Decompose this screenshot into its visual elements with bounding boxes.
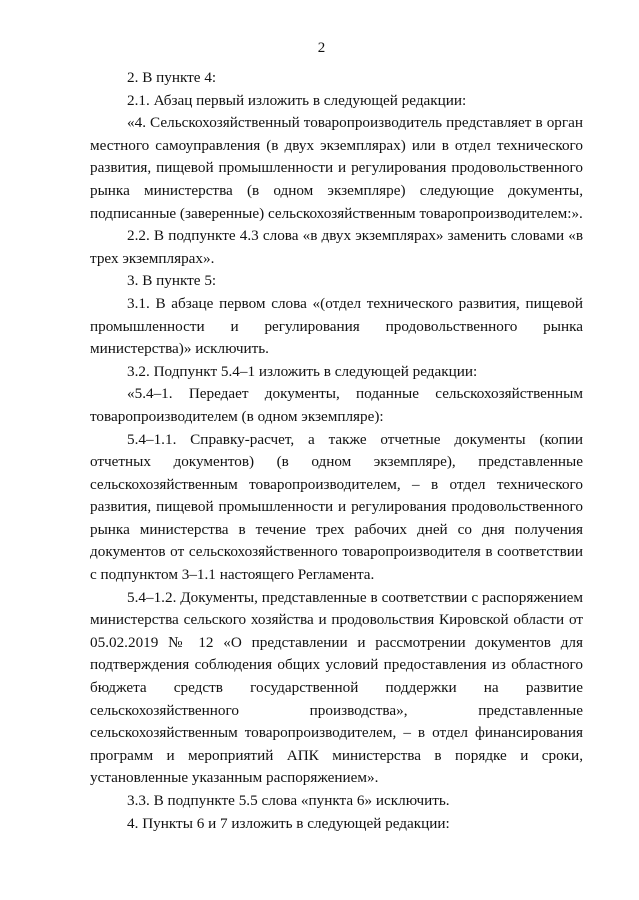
paragraph-item-4-text: «4. Сельскохозяйственный товаропроизводитель представляет в орган местного самоуправления (в двух экземплярах) или в отдел технического развития, пищевой промышленности и регулирования продовольственного рынка министерства (в одном экземпляре) следующие документы, подписанные (заверенные) сельскохозяйственным товаропроизводителем:».: [90, 114, 583, 222]
paragraph-5-4-1-2: 5.4–1.2. Документы, представленные в соответствии с распоряжением министерства сельского хозяйства и продовольствия Кировской области от 05.02.2019 № 12 «О представлении и рассмотрении документов для подтверждения соблюдения общих условий предоставления из областного бюджета средств государственной поддержки на развитие сельскохозяйственного производства», представленные сельскохозяйственным товаропроизводителем, – в отдел финансирования программ и мероприятий АПК министерства в порядке и сроки, установленные указанным распоряжением».: [90, 588, 583, 787]
paragraph-5-4-1: «5.4–1. Передает документы, поданные сельскохозяйственным товаропроизводителем (в одном экземпляре):: [90, 385, 583, 425]
page-number: 2: [317, 40, 326, 56]
paragraph-2-1: 2.1. Абзац первый изложить в следующей редакции:: [127, 91, 467, 109]
paragraph-2-2: 2.2. В подпункте 4.3 слова «в двух экземплярах» заменить словами «в трех экземплярах».: [90, 227, 583, 267]
paragraph-item-5-heading: 3. В пункте 5:: [127, 272, 217, 290]
paragraph-5-4-1-1: 5.4–1.1. Справку-расчет, а также отчетные документы (копии отчетных документов) (в одном экземпляре), представленные сельскохозяйственным товаропроизводителем, – в отдел технического развития, пищевой промышленности и регулирования продовольственного рынка министерства в течение трех рабочих дней со дня получения документов от сельскохозяйственного товаропроизводителя в соответствии с подпунктом 3–1.1 настоящего Регламента.: [90, 430, 583, 584]
paragraph-3-1: 3.1. В абзаце первом слова «(отдел технического развития, пищевой промышленности и регулирования продовольственного рынка министерства)» исключить.: [90, 294, 583, 358]
paragraph-item-4-heading: 2. В пункте 4:: [127, 69, 217, 86]
paragraph-3-3: 3.3. В подпункте 5.5 слова «пункта 6» исключить.: [127, 792, 450, 809]
paragraph-3-2: 3.2. Подпункт 5.4–1 изложить в следующей редакции:: [127, 362, 478, 380]
paragraph-item-4-points: 4. Пункты 6 и 7 изложить в следующей редакции:: [127, 814, 450, 832]
